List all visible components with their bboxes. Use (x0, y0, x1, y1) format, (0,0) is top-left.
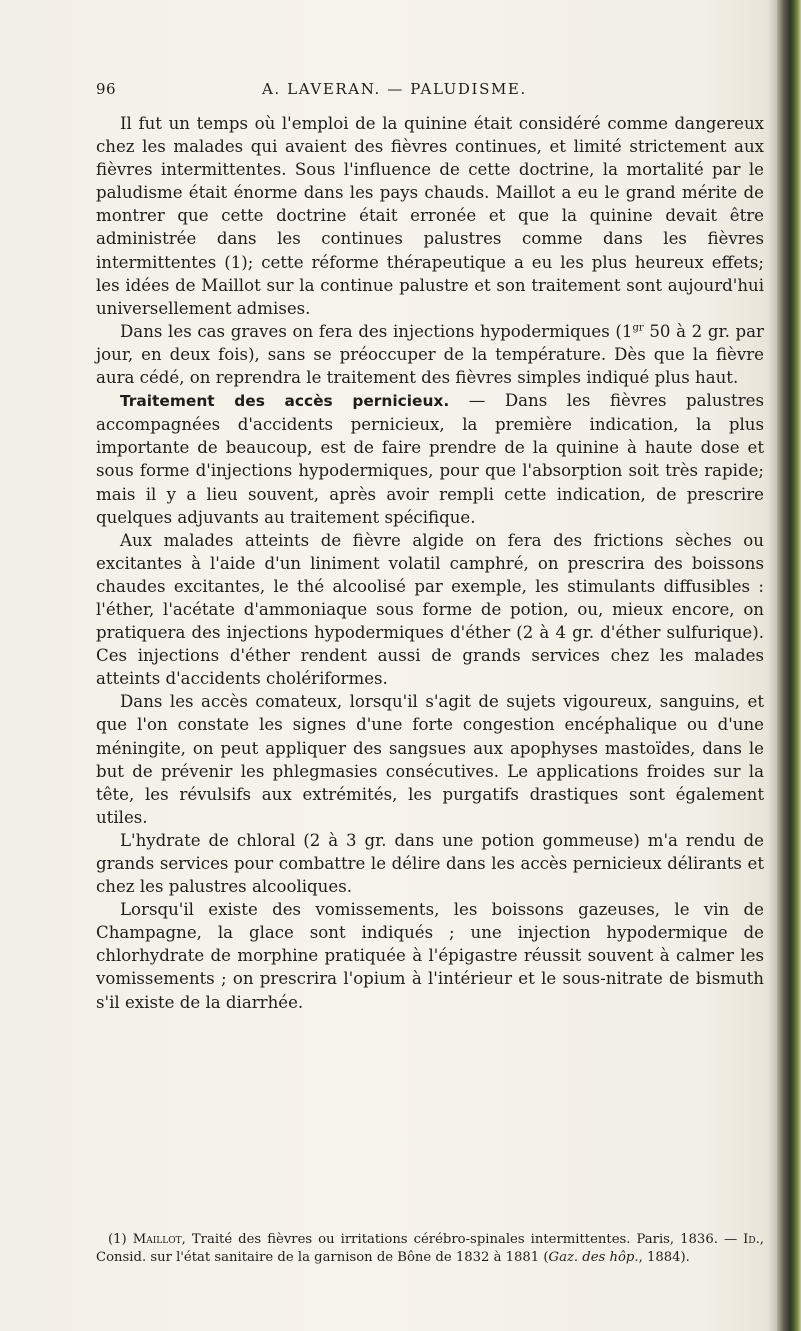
footnote-ibid: Id. (743, 1232, 760, 1247)
footnote-citation: , 1884). (638, 1249, 690, 1265)
paragraph-chloral-hydrate (96, 829, 764, 898)
footnote-text (96, 1231, 764, 1266)
paragraph-algid-fever (96, 529, 764, 691)
running-head: A. LAVERAN. — PALUDISME. (262, 80, 527, 98)
footnote-author: Maillot (132, 1232, 182, 1247)
footnote (96, 1231, 764, 1266)
paragraph-pernicious-treatment (96, 389, 764, 529)
paragraph-comatose-attacks (96, 690, 764, 829)
paragraph-text: L'hydrate de chloral (2 à 3 gr. dans une potion gommeuse) m'a rendu de grands services pour combattre le délire dans les accès pernicieux délirants et chez les palustres alcooliques. (96, 830, 764, 897)
paragraph-text: Dans les accès comateux, lorsqu'il s'agit de sujets vigoureux, sanguins, et que l'on constate les signes d'une forte congestion encéphalique ou d'une méningite, on peut appliquer des sangsues aux apophyses mastoïdes, dans le but de prévenir les phlegmasies consécutives. Le applications froides sur la tête, les révulsifs aux extrémités, les purgatifs drastiques sont également utiles. (96, 692, 764, 827)
page-number: 96 (96, 80, 117, 98)
paragraph-text: Dans les cas graves on fera des injections hypodermiques (1 (120, 321, 633, 341)
footnote-citation: , Traité des fièvres ou irritations cérébro-spinales intermittentes. Paris, 1836. — (181, 1232, 744, 1247)
page-header (96, 80, 776, 104)
paragraph-severe-cases (96, 320, 764, 389)
footnote-journal: Gaz. des hôp. (548, 1249, 639, 1265)
superscript-gr: gr (632, 322, 644, 334)
paragraph-maillot-doctrine (96, 112, 764, 320)
footnote-marker: (1) (108, 1232, 133, 1247)
paragraph-text: 50 à 2 gr. par jour, en deux fois), sans se préoccuper de la température. Dès que la fièvre aura cédé, on reprendra le traitement des fièvres simples indiqué plus haut. (96, 321, 764, 388)
paragraph-text: Lorsqu'il existe des vomissements, les boissons gazeuses, le vin de Champagne, la glace sont indiqués ; une injection hypodermique de chlorhydrate de morphine pratiquée à l'épigastre réussit souvent à calmer les vomissements ; on prescrira l'opium à l'intérieur et le sous-nitrate de bismuth s'il existe de la diarrhée. (96, 900, 764, 1012)
footnote-citation: , Consid. sur l'état sanitaire de la garnison de Bône de 1832 à 1881 ( (96, 1232, 764, 1265)
section-heading: Traitement des accès pernicieux. (120, 392, 450, 411)
book-binding-edge (777, 0, 801, 1331)
body-text (96, 112, 764, 1014)
paragraph-text: — Dans les fièvres palustres accompagnées d'accidents pernicieux, la première indication, la plus importante de beaucoup, est de faire prendre de la quinine à haute dose et sous forme d'injections hypodermiques, pour que l'absorption soit très rapide; mais il y a lieu souvent, après avoir rempli cette indication, de prescrire quelques adjuvants au traitement spécifique. (96, 391, 764, 527)
paragraph-text: Aux malades atteints de fièvre algide on fera des frictions sèches ou excitantes à l'aide d'un liniment volatil camphré, on prescrira des boissons chaudes excitantes, le thé alcoolisé par exemple, les stimulants diffusibles : l'éther, l'acétate d'ammoniaque sous forme de potion, ou, mieux encore, on pratiquera des injections hypodermiques d'éther (2 à 4 gr. d'éther sulfurique). Ces injections d'éther rendent aussi de grands services chez les malades atteints d'accidents cholériformes. (96, 530, 764, 689)
paragraph-vomiting (96, 898, 764, 1013)
paragraph-text: Il fut un temps où l'emploi de la quinine était considéré comme dangereux chez les malades qui avaient des fièvres continues, et limité strictement aux fièvres intermittentes. Sous l'influence de cette doctrine, la mortalité par le paludisme était énorme dans les pays chauds. Maillot a eu le grand mérite de montrer que cette doctrine était erronée et que la quinine devait être administrée dans les continues palustres comme dans les fièvres intermittentes (1); cette réforme thérapeutique a eu les plus heureux effets; les idées de Maillot sur la continue palustre et son traitement sont aujourd'hui universellement admises. (96, 114, 764, 318)
